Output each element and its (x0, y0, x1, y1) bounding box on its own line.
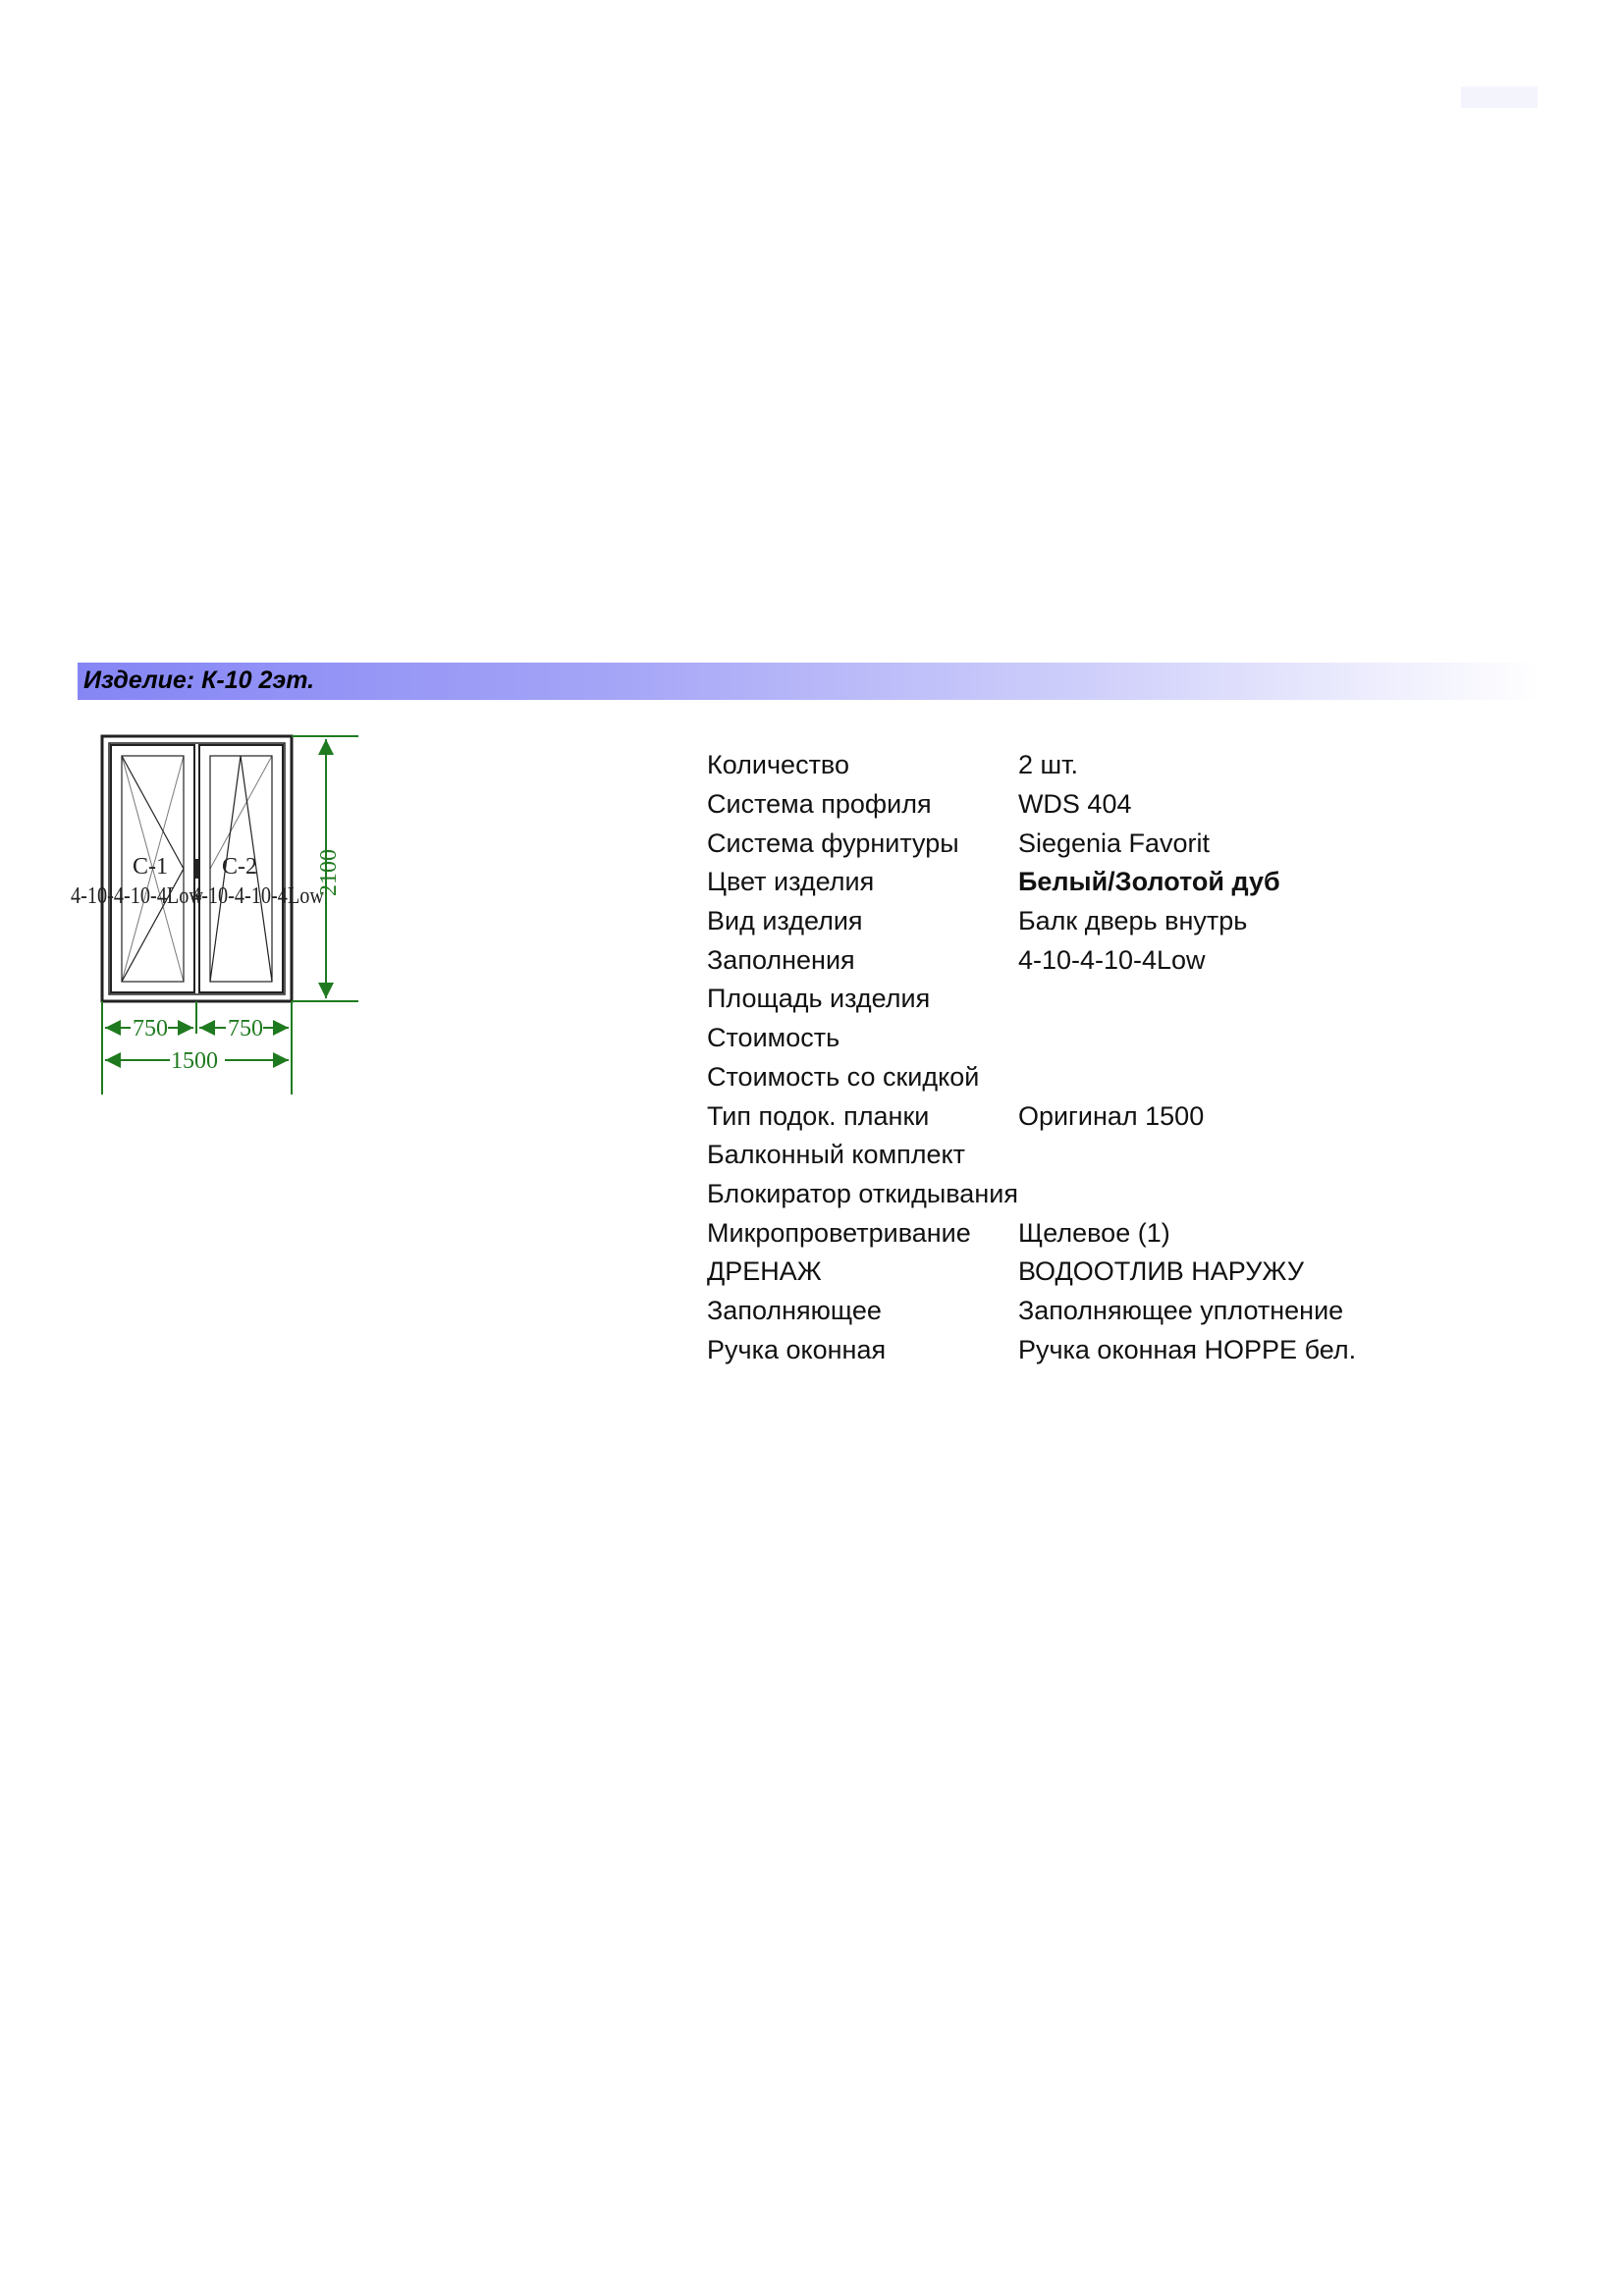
spec-value: Щелевое (1) (1017, 1217, 1170, 1248)
spec-label: Микропроветривание (707, 1217, 971, 1248)
spec-row-quantity (707, 746, 1411, 785)
spec-label: Цвет изделия (707, 867, 875, 897)
spec-label: Вид изделия (707, 906, 863, 936)
height-dim-label: 2100 (316, 849, 342, 896)
sash-right-diag-3 (210, 756, 272, 869)
door-handle (194, 859, 199, 879)
product-specs-table (707, 746, 1411, 1369)
spec-value (1018, 1058, 1411, 1097)
spec-label: Тип подок. планки (707, 1100, 930, 1131)
spec-row-window-handle (707, 1330, 1411, 1369)
spec-value: 4-10-4-10-4Low (1017, 944, 1206, 975)
window-drawing-svg (59, 721, 373, 1104)
spec-value (1018, 1019, 1411, 1058)
spec-value (1018, 1175, 1411, 1214)
spec-value (1018, 980, 1411, 1019)
spec-value: Балк дверь внутрь (1017, 906, 1248, 936)
spec-value: 2 шт. (1017, 750, 1078, 780)
sash-left-diag-1 (122, 756, 184, 869)
spec-row-filler (707, 1292, 1411, 1331)
spec-row-area (707, 980, 1411, 1019)
sash-left-label: С-1 (133, 854, 168, 880)
spec-row-product-type (707, 902, 1411, 941)
glazing-left-label: 4-10-4-10-4Low (71, 883, 204, 909)
product-header-band (78, 663, 1541, 700)
spec-row-drainage (707, 1253, 1411, 1292)
corner-mark (1461, 86, 1538, 108)
spec-row-balcony-kit (707, 1136, 1411, 1175)
spec-value: Siegenia Favorit (1017, 828, 1211, 858)
spec-row-color (707, 863, 1411, 902)
window-drawing (59, 721, 373, 1104)
spec-row-micro-ventilation (707, 1213, 1411, 1253)
spec-row-cost (707, 1019, 1411, 1058)
width-left-dim-label: 750 (133, 1016, 168, 1041)
spec-value: Ручка оконная HOPPE бел. (1017, 1334, 1357, 1364)
spec-row-tilt-blocker (707, 1175, 1411, 1214)
glazing-right-label: 4-10-4-10-4Low (191, 883, 325, 909)
spec-label: Стоимость (707, 1023, 840, 1053)
spec-label: Блокиратор откидывания (707, 1178, 1018, 1208)
spec-value: Оригинал 1500 (1017, 1100, 1205, 1131)
spec-label: Заполнения (707, 944, 855, 975)
spec-label: Система профиля (707, 789, 932, 820)
spec-row-profile-system (707, 785, 1411, 825)
spec-row-sill-strip (707, 1096, 1411, 1136)
spec-label: Площадь изделия (707, 984, 931, 1014)
spec-label: ДРЕНАЖ (707, 1256, 822, 1287)
spec-value: Белый/Золотой дуб (1017, 867, 1280, 897)
sash-right-label: С-2 (222, 854, 257, 880)
spec-value: WDS 404 (1017, 789, 1132, 820)
spec-label: Стоимость со скидкой (707, 1061, 980, 1092)
spec-value (1018, 1136, 1411, 1175)
spec-row-filling (707, 940, 1411, 980)
spec-value: ВОДООТЛИВ НАРУЖУ (1017, 1256, 1305, 1287)
width-right-dim-label: 750 (228, 1016, 263, 1041)
spec-label: Ручка оконная (707, 1334, 887, 1364)
spec-label: Заполняющее (707, 1295, 882, 1325)
spec-row-hardware-system (707, 824, 1411, 863)
spec-value: Заполняющее уплотнение (1017, 1295, 1344, 1325)
spec-label: Количество (707, 750, 849, 780)
spec-row-discount-cost (707, 1058, 1411, 1097)
spec-label: Балконный комплект (707, 1140, 965, 1170)
total-width-dim-label: 1500 (171, 1048, 218, 1074)
spec-label: Система фурнитуры (707, 828, 959, 858)
product-title: Изделие: К-10 2эт. (83, 667, 315, 694)
